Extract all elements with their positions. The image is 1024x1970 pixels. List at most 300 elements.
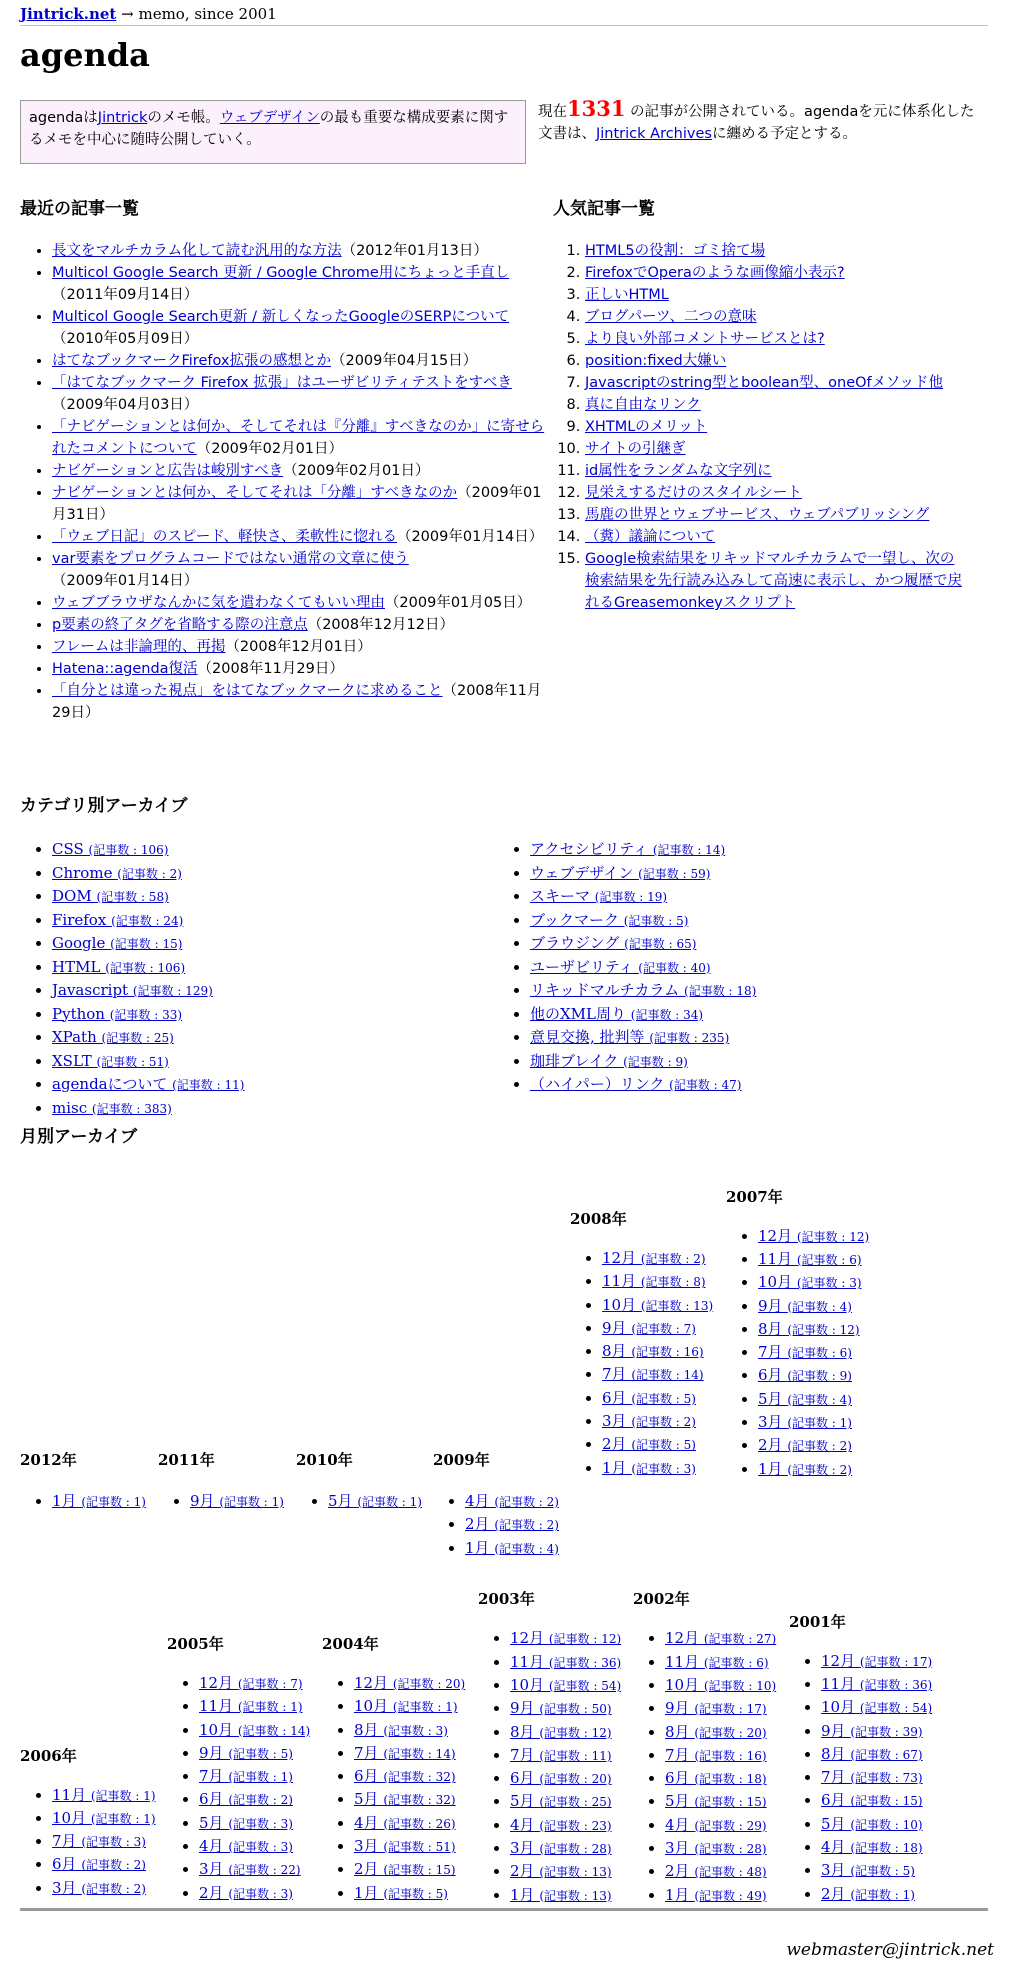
month-link[interactable] xyxy=(758,1273,862,1291)
year-month-list xyxy=(322,1672,465,1905)
category-link[interactable] xyxy=(52,1075,244,1093)
category-name: Python xyxy=(52,1004,110,1023)
count-text: に纏める予定とする。 xyxy=(711,126,857,142)
month-link[interactable] xyxy=(354,1814,456,1832)
category-name: XSLT xyxy=(52,1051,97,1070)
month-link[interactable] xyxy=(199,1674,303,1692)
month-name: 10月 xyxy=(758,1273,797,1292)
month-link[interactable] xyxy=(665,1629,776,1647)
month-item xyxy=(510,1860,621,1883)
month-item xyxy=(354,1812,465,1835)
month-count: (記事数 : 7) xyxy=(237,1677,303,1691)
month-link[interactable] xyxy=(510,1862,612,1880)
month-item xyxy=(665,1837,776,1860)
month-count: (記事数 : 20) xyxy=(539,1772,612,1787)
month-name: 6月 xyxy=(758,1366,788,1385)
month-name: 11月 xyxy=(758,1249,797,1268)
month-link[interactable] xyxy=(665,1769,767,1787)
month-item xyxy=(510,1651,621,1674)
month-count: (記事数 : 1) xyxy=(81,1495,146,1509)
popular-article-item xyxy=(585,240,963,262)
category-link[interactable] xyxy=(52,1099,172,1117)
year-month-list xyxy=(633,1627,776,1907)
category-link[interactable] xyxy=(52,887,169,905)
month-link[interactable] xyxy=(199,1860,301,1878)
category-link[interactable] xyxy=(530,934,696,952)
recent-article-link[interactable]: Multicol Google Search 更新 / Google Chrome用にちょっと手直し xyxy=(52,265,510,281)
month-item xyxy=(821,1789,932,1812)
month-link[interactable] xyxy=(510,1792,612,1810)
month-name: 3月 xyxy=(199,1860,229,1879)
category-name: Chrome xyxy=(52,863,118,882)
month-link[interactable] xyxy=(354,1884,448,1902)
month-link[interactable] xyxy=(199,1790,293,1808)
category-link[interactable] xyxy=(52,1052,169,1070)
month-count: (記事数 : 5) xyxy=(850,1864,915,1879)
month-count: (記事数 : 3) xyxy=(81,1835,146,1850)
month-name: 12月 xyxy=(758,1226,797,1245)
month-link[interactable] xyxy=(821,1815,923,1833)
month-link[interactable] xyxy=(52,1879,146,1897)
month-link[interactable] xyxy=(465,1492,559,1510)
month-link[interactable] xyxy=(821,1745,923,1763)
popular-article-link[interactable]: Javascriptのstring型とboolean型、oneOfメソッド他 xyxy=(585,375,943,391)
month-link[interactable] xyxy=(602,1249,706,1267)
month-count: (記事数 : 2) xyxy=(81,1881,146,1896)
month-count: (記事数 : 3) xyxy=(228,1886,293,1901)
category-name: ウェブデザイン xyxy=(530,863,639,882)
category-link[interactable] xyxy=(52,1028,174,1046)
popular-article-item xyxy=(585,548,963,614)
recent-article-link[interactable]: はてなブックマークFirefox拡張の感想とか xyxy=(52,353,331,369)
recent-article-link[interactable]: p要素の終了タグを省略する際の注意点 xyxy=(52,617,308,633)
month-link[interactable] xyxy=(510,1816,612,1834)
category-link[interactable] xyxy=(52,864,182,882)
month-name: 5月 xyxy=(510,1792,540,1811)
recent-article-link[interactable]: Hatena::agenda復活 xyxy=(52,661,198,677)
recent-article-link[interactable]: ナビゲーションとは何か、そしてそれは「分離」すべきなのか xyxy=(52,485,458,501)
month-link[interactable] xyxy=(602,1319,696,1337)
month-item xyxy=(665,1884,776,1907)
recent-article-date: （2009年02月01日） xyxy=(283,463,430,479)
recent-article-date: （2010年05月09日） xyxy=(52,331,199,347)
month-link[interactable] xyxy=(821,1885,915,1903)
month-item xyxy=(758,1458,869,1481)
month-item xyxy=(199,1882,310,1905)
month-count: (記事数 : 2) xyxy=(631,1415,696,1430)
month-name: 4月 xyxy=(821,1838,851,1857)
category-list-left xyxy=(20,838,470,1120)
count-text: 現在 xyxy=(538,104,567,120)
month-link[interactable] xyxy=(510,1886,612,1904)
month-link[interactable] xyxy=(602,1459,696,1477)
month-link[interactable] xyxy=(665,1886,767,1904)
category-link[interactable] xyxy=(530,1005,703,1023)
month-link[interactable] xyxy=(821,1675,932,1693)
month-count: (記事数 : 18) xyxy=(694,1772,767,1787)
month-link[interactable] xyxy=(821,1861,915,1879)
year-heading: 2009年 xyxy=(433,1451,490,1469)
month-link[interactable] xyxy=(199,1744,293,1762)
popular-article-link[interactable]: ブログパーツ、二つの意味 xyxy=(585,309,757,325)
month-name: 10月 xyxy=(821,1698,860,1717)
recent-article-link[interactable]: 「はてなブックマーク Firefox 拡張」はユーザビリティテストをすべき xyxy=(52,375,512,391)
month-link[interactable] xyxy=(821,1791,923,1809)
category-item xyxy=(530,1073,948,1097)
month-count: (記事数 : 13) xyxy=(539,1888,612,1903)
month-link[interactable] xyxy=(758,1297,852,1315)
month-count: (記事数 : 12) xyxy=(796,1229,870,1244)
month-item xyxy=(510,1721,621,1744)
category-count: (記事数 : 14) xyxy=(652,843,726,857)
month-link[interactable] xyxy=(665,1676,776,1694)
category-link[interactable] xyxy=(530,887,667,905)
month-link[interactable] xyxy=(821,1768,923,1786)
category-link[interactable] xyxy=(52,981,213,999)
recent-article-item xyxy=(52,592,550,614)
popular-article-link[interactable]: FirefoxでOperaのような画像縮小表示? xyxy=(585,265,845,281)
month-item xyxy=(821,1859,932,1882)
month-name: 6月 xyxy=(199,1790,229,1809)
popular-article-link[interactable]: XHTMLのメリット xyxy=(585,419,708,435)
month-name: 3月 xyxy=(602,1412,632,1431)
popular-article-link[interactable]: id属性をランダムな文字列に xyxy=(585,463,772,479)
recent-article-date: （2008年12月12日） xyxy=(307,617,455,633)
popular-article-link[interactable]: Google検索結果をリキッドマルチカラムで一望し、次の検索結果を先行読み込みして高速に表示し、かつ履歴で戻れるGreasemonkeyスクリプト xyxy=(585,551,962,611)
category-link[interactable] xyxy=(530,981,756,999)
month-link[interactable] xyxy=(821,1652,932,1670)
month-link[interactable] xyxy=(665,1839,767,1857)
month-item xyxy=(510,1837,621,1860)
month-link[interactable] xyxy=(758,1413,852,1431)
recent-article-link[interactable]: ナビゲーションと広告は峻別すべき xyxy=(52,463,284,479)
month-link[interactable] xyxy=(758,1343,852,1361)
month-link[interactable] xyxy=(665,1746,767,1764)
month-item xyxy=(199,1835,310,1858)
month-item xyxy=(199,1695,310,1718)
category-name: アクセシビリティ xyxy=(530,840,653,858)
category-link[interactable] xyxy=(530,840,725,858)
month-link[interactable] xyxy=(52,1786,156,1804)
month-count: (記事数 : 17) xyxy=(859,1654,933,1669)
month-link[interactable] xyxy=(199,1884,293,1902)
month-name: 5月 xyxy=(821,1814,851,1833)
month-link[interactable] xyxy=(602,1272,706,1290)
category-link[interactable] xyxy=(530,911,688,929)
category-link[interactable] xyxy=(52,934,182,952)
month-name: 12月 xyxy=(602,1249,641,1267)
month-item xyxy=(465,1537,559,1560)
month-link[interactable] xyxy=(52,1855,146,1873)
month-link[interactable] xyxy=(758,1320,860,1338)
month-name: 7月 xyxy=(758,1343,788,1362)
year-heading: 2003年 xyxy=(478,1590,535,1609)
month-link[interactable] xyxy=(510,1653,621,1671)
month-count: (記事数 : 16) xyxy=(631,1345,704,1360)
category-count: (記事数 : 51) xyxy=(96,1054,169,1069)
month-link[interactable] xyxy=(665,1653,769,1671)
category-link[interactable] xyxy=(52,1005,182,1023)
jintrick-archives-link[interactable]: Jintrick Archives xyxy=(596,126,712,142)
category-link[interactable] xyxy=(52,840,169,858)
category-archive-heading: カテゴリ別アーカイブ xyxy=(20,796,188,816)
recent-article-link[interactable]: ウェブブラウザなんかに気を遣わなくてもいい理由 xyxy=(52,595,385,611)
month-item xyxy=(665,1651,776,1674)
year-heading: 2012年 xyxy=(20,1451,77,1469)
recent-article-date: （2012年01月13日） xyxy=(341,243,488,259)
month-item xyxy=(199,1672,310,1695)
category-link[interactable] xyxy=(530,1075,741,1093)
popular-article-item xyxy=(585,284,963,306)
category-name: リキッドマルチカラム xyxy=(530,981,685,999)
popular-article-link[interactable]: 見栄えするだけのスタイルシート xyxy=(585,485,802,501)
category-name: ブックマーク xyxy=(530,910,624,929)
month-link[interactable] xyxy=(354,1837,456,1855)
month-item xyxy=(354,1742,465,1765)
popular-article-link[interactable]: 馬鹿の世界とウェブサービス、ウェブパブリッシング xyxy=(585,507,930,523)
category-link[interactable] xyxy=(52,958,185,976)
category-count: (記事数 : 5) xyxy=(623,913,689,928)
month-link[interactable] xyxy=(354,1767,456,1785)
month-name: 9月 xyxy=(758,1296,788,1315)
month-count: (記事数 : 5) xyxy=(228,1746,293,1761)
month-item xyxy=(602,1340,713,1363)
month-link[interactable] xyxy=(758,1366,852,1384)
month-item xyxy=(199,1765,310,1788)
month-link[interactable] xyxy=(354,1860,456,1878)
month-link[interactable] xyxy=(665,1816,767,1834)
category-item xyxy=(530,1003,948,1027)
month-link[interactable] xyxy=(510,1676,621,1694)
month-link[interactable] xyxy=(758,1227,869,1245)
month-count: (記事数 : 50) xyxy=(539,1702,612,1717)
recent-article-link[interactable]: フレームは非論理的、再掲 xyxy=(52,639,226,655)
month-link[interactable] xyxy=(199,1721,310,1739)
month-count: (記事数 : 1) xyxy=(787,1416,852,1431)
month-link[interactable] xyxy=(52,1809,156,1827)
month-link[interactable] xyxy=(510,1629,621,1647)
month-item xyxy=(52,1877,156,1900)
month-link[interactable] xyxy=(52,1492,146,1510)
month-link[interactable] xyxy=(510,1723,612,1741)
month-link[interactable] xyxy=(758,1460,852,1478)
category-item xyxy=(530,885,948,909)
month-link[interactable] xyxy=(199,1767,293,1785)
month-name: 7月 xyxy=(52,1832,82,1851)
intro-text: agendaは xyxy=(29,110,98,126)
month-count: (記事数 : 2) xyxy=(787,1462,852,1477)
month-item xyxy=(602,1433,713,1456)
month-item xyxy=(354,1788,465,1811)
month-link[interactable] xyxy=(190,1492,284,1510)
popular-article-link[interactable]: サイトの引継ぎ xyxy=(585,441,686,457)
month-count: (記事数 : 3) xyxy=(383,1723,448,1738)
category-name: DOM xyxy=(52,887,97,905)
month-link[interactable] xyxy=(665,1723,767,1741)
month-link[interactable] xyxy=(510,1769,612,1787)
year-month-list xyxy=(20,1490,146,1513)
recent-article-link[interactable]: var要素をプログラムコードではない通常の文章に使う xyxy=(52,551,409,567)
year-month-list xyxy=(433,1490,559,1560)
month-link[interactable] xyxy=(821,1722,923,1740)
month-count: (記事数 : 2) xyxy=(787,1439,852,1454)
category-item xyxy=(52,956,470,980)
month-link[interactable] xyxy=(821,1698,932,1716)
recent-article-link[interactable]: 「自分とは違った視点」をはてなブックマークに求めること xyxy=(52,683,443,699)
category-link[interactable] xyxy=(530,1052,688,1070)
category-link[interactable] xyxy=(530,864,710,882)
month-link[interactable] xyxy=(52,1832,146,1850)
year-month-list xyxy=(20,1784,156,1900)
month-link[interactable] xyxy=(199,1837,293,1855)
month-link[interactable] xyxy=(328,1492,422,1510)
month-link[interactable] xyxy=(602,1296,713,1314)
popular-articles-heading: 人気記事一覧 xyxy=(553,199,655,219)
month-count: (記事数 : 36) xyxy=(548,1655,622,1670)
recent-article-link[interactable]: Multicol Google Search更新 / 新しくなったGoogleのSERPについて xyxy=(52,309,510,325)
month-name: 12月 xyxy=(510,1629,549,1648)
month-count: (記事数 : 1) xyxy=(237,1700,303,1715)
category-link[interactable] xyxy=(530,958,711,976)
recent-article-item xyxy=(52,548,550,592)
popular-article-item xyxy=(585,504,963,526)
month-link[interactable] xyxy=(758,1390,852,1408)
month-count: (記事数 : 18) xyxy=(850,1841,923,1856)
month-name: 10月 xyxy=(665,1675,704,1694)
month-name: 1月 xyxy=(758,1459,788,1478)
month-item xyxy=(52,1853,156,1876)
category-name: XPath xyxy=(52,1028,102,1046)
month-count: (記事数 : 28) xyxy=(539,1842,612,1857)
category-item xyxy=(52,1050,470,1074)
category-link[interactable] xyxy=(52,911,183,929)
web-design-link[interactable]: ウェブデザイン xyxy=(219,110,320,126)
category-item xyxy=(530,1050,948,1074)
jintrick-link[interactable]: Jintrick xyxy=(97,110,148,126)
category-item xyxy=(530,956,948,980)
month-name: 10月 xyxy=(199,1720,238,1739)
month-name: 6月 xyxy=(602,1388,632,1407)
month-link[interactable] xyxy=(354,1697,458,1715)
category-name: 意見交換, 批判等 xyxy=(530,1028,650,1046)
month-link[interactable] xyxy=(758,1250,862,1268)
month-link[interactable] xyxy=(510,1746,612,1764)
popular-article-item xyxy=(585,526,963,548)
month-count: (記事数 : 12) xyxy=(548,1632,622,1647)
month-count: (記事数 : 10) xyxy=(850,1817,923,1832)
month-link[interactable] xyxy=(354,1721,448,1739)
month-name: 8月 xyxy=(510,1722,540,1741)
month-item xyxy=(354,1672,465,1695)
intro-text: の最も重要な構成要素に関するメモを中心に随時公開していく。 xyxy=(29,110,509,148)
category-count: (記事数 : 11) xyxy=(172,1078,245,1092)
site-home-link[interactable]: Jintrick.net xyxy=(20,5,117,23)
month-name: 7月 xyxy=(821,1768,851,1787)
recent-article-link[interactable]: 「ナビゲーションとは何か、そしてそれは『分離』すべきなのか」に寄せられたコメントについて xyxy=(52,419,545,457)
popular-article-link[interactable]: position:fixed大嫌い xyxy=(585,353,727,369)
month-name: 1月 xyxy=(465,1538,495,1557)
month-link[interactable] xyxy=(758,1436,852,1454)
month-item xyxy=(602,1457,713,1480)
recent-article-item xyxy=(52,240,550,262)
month-name: 7月 xyxy=(665,1745,695,1764)
month-count: (記事数 : 2) xyxy=(494,1518,559,1533)
recent-article-item xyxy=(52,680,550,724)
month-link[interactable] xyxy=(354,1744,456,1762)
month-link[interactable] xyxy=(665,1862,767,1880)
month-item xyxy=(665,1767,776,1790)
recent-article-link[interactable]: 長文をマルチカラム化して読む汎用的な方法 xyxy=(52,243,342,259)
month-link[interactable] xyxy=(199,1814,293,1832)
popular-article-link[interactable]: （糞）議論について xyxy=(585,529,716,545)
recent-article-date: （2009年04月03日） xyxy=(52,397,199,413)
popular-article-item xyxy=(585,482,963,504)
month-link[interactable] xyxy=(602,1435,696,1453)
month-link[interactable] xyxy=(602,1342,704,1360)
popular-article-link[interactable]: より良い外部コメントサービスとは? xyxy=(585,331,825,347)
month-name: 10月 xyxy=(354,1697,393,1716)
month-link[interactable] xyxy=(465,1539,559,1557)
month-link[interactable] xyxy=(510,1699,612,1717)
month-link[interactable] xyxy=(602,1389,696,1407)
month-item xyxy=(52,1807,156,1830)
month-name: 9月 xyxy=(821,1721,851,1740)
month-count: (記事数 : 1) xyxy=(90,1811,156,1826)
header-arrow: → xyxy=(116,5,139,23)
month-item xyxy=(602,1270,713,1293)
month-item xyxy=(758,1411,869,1434)
popular-article-link[interactable]: 正しいHTML xyxy=(585,287,669,303)
month-count: (記事数 : 17) xyxy=(694,1702,767,1717)
category-item xyxy=(52,932,470,956)
category-item xyxy=(52,862,470,886)
month-count: (記事数 : 2) xyxy=(81,1858,146,1873)
month-link[interactable] xyxy=(665,1792,767,1810)
month-link[interactable] xyxy=(821,1838,923,1856)
month-count: (記事数 : 20) xyxy=(392,1677,466,1691)
intro-text: のメモ帳。 xyxy=(147,110,220,126)
month-link[interactable] xyxy=(602,1412,696,1430)
recent-article-link[interactable]: 「ウェブ日記」のスピード、軽快さ、柔軟性に惚れる xyxy=(52,529,397,545)
month-count: (記事数 : 1) xyxy=(219,1495,284,1509)
month-link[interactable] xyxy=(510,1839,612,1857)
month-link[interactable] xyxy=(354,1790,456,1808)
month-item xyxy=(510,1790,621,1813)
month-link[interactable] xyxy=(354,1674,465,1692)
month-link[interactable] xyxy=(665,1699,767,1717)
month-link[interactable] xyxy=(602,1365,704,1383)
category-name: ブラウジング xyxy=(530,934,625,952)
month-link[interactable] xyxy=(465,1515,559,1533)
recent-article-date: （2008年11月29日） xyxy=(197,661,344,677)
category-item xyxy=(52,885,470,909)
category-name: 珈琲ブレイク xyxy=(530,1051,624,1070)
popular-article-item xyxy=(585,306,963,328)
popular-article-link[interactable]: 真に自由なリンク xyxy=(585,397,701,413)
month-count: (記事数 : 8) xyxy=(640,1275,706,1290)
month-item xyxy=(199,1719,310,1742)
month-name: 12月 xyxy=(199,1674,238,1692)
month-count: (記事数 : 49) xyxy=(694,1888,767,1903)
month-name: 11月 xyxy=(821,1674,860,1693)
category-name: 他のXML周り xyxy=(530,1004,631,1023)
month-link[interactable] xyxy=(199,1697,303,1715)
category-item xyxy=(530,932,948,956)
category-count: (記事数 : 383) xyxy=(91,1101,172,1116)
popular-article-link[interactable]: HTML5の役割：ゴミ捨て場 xyxy=(585,243,766,259)
month-name: 5月 xyxy=(328,1492,358,1510)
category-link[interactable] xyxy=(530,1028,729,1046)
